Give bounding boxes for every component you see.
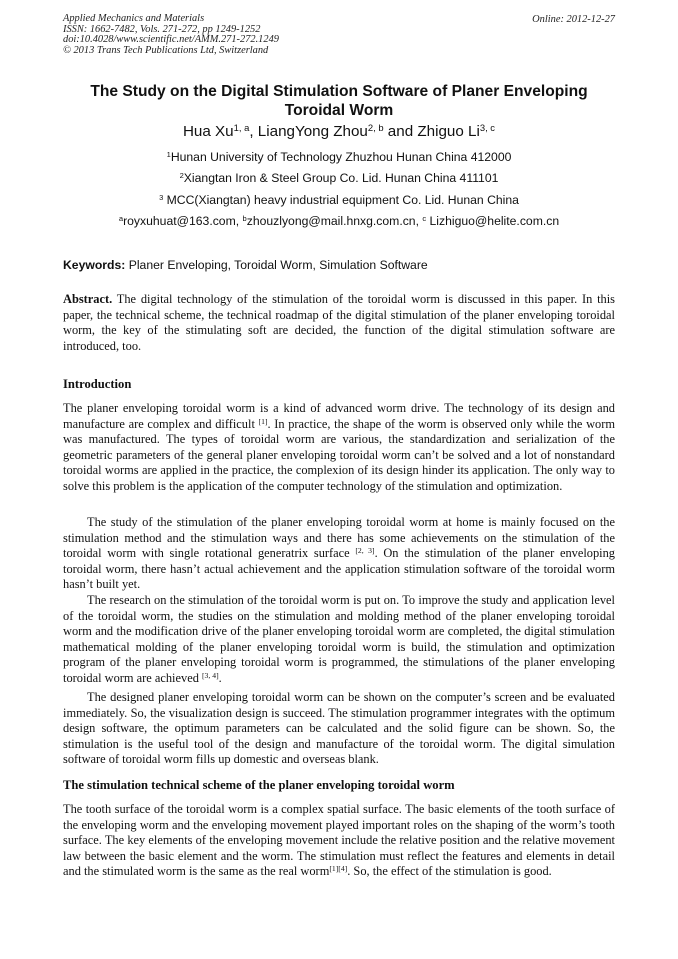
scheme-paragraph-1 — [63, 802, 615, 880]
paragraph-text: The study of the stimulation of the planer enveloping toroidal worm at home is mainly focused on the stimulation method and the stimulation ways and there has some achievements on the stimulation of the toroidal worm with single rotational generatrix surface — [63, 515, 615, 561]
intro-paragraph-4: The designed planer enveloping toroidal worm can be shown on the computer’s screen and be evaluated immediately. So, the visualization design is succeed. The stimulation programmer integrates with the optimum design software, the optimum parameters can be calculated and the solid figure can be shown. So, the stimulation is the useful tool of the design and manufacture of the toroidal worm. The digital simulation software of toroidal worm fills up domestic and overseas blank. — [63, 690, 615, 767]
email-sup: c — [422, 213, 427, 223]
affiliation-sup: 1 — [166, 149, 171, 159]
author-sup: 3, c — [479, 121, 496, 133]
abstract-label: Abstract. — [63, 292, 113, 306]
citation: [2, 3] — [355, 545, 375, 555]
intro-paragraph-1 — [63, 401, 615, 495]
journal-name: Applied Mechanics and Materials — [63, 13, 205, 24]
author-name: LiangYong Zhou — [257, 123, 368, 140]
author-sep: and — [383, 123, 418, 140]
intro-paragraph-3 — [63, 593, 615, 687]
paragraph-text: . On the stimulation of the planer enveloping toroidal worm, there hasn’t actual achievement and the application stimulation software of the toroidal worm hasn’t built yet. — [63, 546, 615, 592]
copyright-line: © 2013 Trans Tech Publications Ltd, Switzerland — [63, 44, 269, 56]
issn-line: ISSN: 1662-7482, Vols. 271-272, pp 1249-1252 — [63, 23, 261, 35]
affiliation-text: Xiangtan Iron & Steel Group Co. Lid. Hunan China 411101 — [183, 171, 499, 185]
section-heading-scheme: The stimulation technical scheme of the planer enveloping toroidal worm — [63, 778, 455, 792]
email-sup: b — [242, 213, 247, 223]
email-address[interactable]: Lizhiguo@helite.com.cn — [426, 214, 560, 228]
paragraph-text: The tooth surface of the toroidal worm is a complex spatial surface. The basic elements of the tooth surface of the enveloping worm and the enveloping movement played important roles on the shaping of the worm’s tooth surface. The key elements of the enveloping movement include the relative position and the relative movement law between the basic element and the worm. The stimulation must reflect the features and elements in detail and the stimulated worm is the same as the real worm — [63, 802, 615, 879]
author-sup: 2, b — [367, 121, 384, 133]
paragraph-text: . So, the effect of the stimulation is good. — [347, 864, 552, 879]
email-sup: a — [118, 213, 124, 223]
doi-line[interactable]: doi:10.4028/www.scientific.net/AMM.271-272.1249 — [63, 34, 279, 46]
section-heading-introduction: Introduction — [63, 377, 132, 391]
affiliation-2 — [63, 171, 615, 185]
author-sep: , — [249, 123, 258, 140]
keywords — [63, 258, 428, 272]
paragraph-text: The research on the stimulation of the toroidal worm is put on. To improve the study and application level of the toroidal worm, the studies on the stimulation and molding method of the planer enveloping toroidal worm and the modification drive of the planer enveloping toroidal worm are completed, the digital stimulation mathematical molding of the planer enveloping toroidal worm is build, the stimulation and optimization program of the planer enveloping toroidal worm is programmed, the stimulations of the planer enveloping toroidal worm are achieved — [63, 593, 615, 685]
keywords-label: Keywords: — [63, 258, 126, 272]
email-address[interactable]: royxuhuat@163.com, — [123, 214, 243, 228]
citation: [1] — [258, 416, 268, 426]
keywords-text: Planer Enveloping, Toroidal Worm, Simulation Software — [125, 258, 428, 272]
author-line — [63, 123, 615, 140]
email-address[interactable]: zhouzlyong@mail.hnxg.com.cn, — [246, 214, 423, 228]
paragraph-text: The planer enveloping toroidal worm is a kind of advanced worm drive. The technology of its design and manufacture are complex and difficult — [63, 401, 615, 431]
author-name: Zhiguo Li — [417, 123, 480, 140]
affiliation-sup: 3 — [159, 192, 164, 202]
affiliation-text: Hunan University of Technology Zhuzhou Hunan China 412000 — [170, 150, 512, 164]
affiliation-text: MCC(Xiangtan) heavy industrial equipment Co. Lid. Hunan China — [163, 193, 519, 207]
citation: [1][4] — [329, 864, 348, 874]
author-sup: 1, a — [233, 121, 250, 133]
affiliation-1 — [63, 150, 615, 164]
intro-paragraph-2 — [63, 515, 615, 593]
citation: [3, 4] — [202, 670, 219, 680]
email-line — [63, 214, 615, 228]
paragraph-text: . In practice, the shape of the worm is observed only while the worm was manufactured. The types of toroidal worm are various, the standardization and serialization of the geometric parameters of the general planer enveloping toroidal worm can’t be solved and a lot of nonstandard toroidal worms are applied in the practice, the complexion of its design hinder its application. The only way to solve this problem is the application of the computer technology of the stimulation and optimization. — [63, 416, 615, 493]
paper-title: The Study on the Digital Stimulation Software of Planer Enveloping Toroidal Worm — [90, 83, 588, 119]
paragraph-text: . — [218, 670, 222, 685]
online-date: Online: 2012-12-27 — [532, 14, 615, 25]
abstract-text: The digital technology of the stimulation of the toroidal worm is discussed in this paper. In this paper, the technical scheme, the technical roadmap of the digital stimulation of the planer enveloping toroidal worm, the key of the stimulating soft are decided, the function of the digital stimulation software are introduced, too. — [63, 292, 615, 353]
affiliation-sup: 2 — [179, 170, 184, 180]
abstract — [63, 292, 615, 354]
affiliation-3 — [63, 193, 615, 207]
journal-header — [63, 14, 279, 56]
author-name: Hua Xu — [182, 123, 234, 140]
